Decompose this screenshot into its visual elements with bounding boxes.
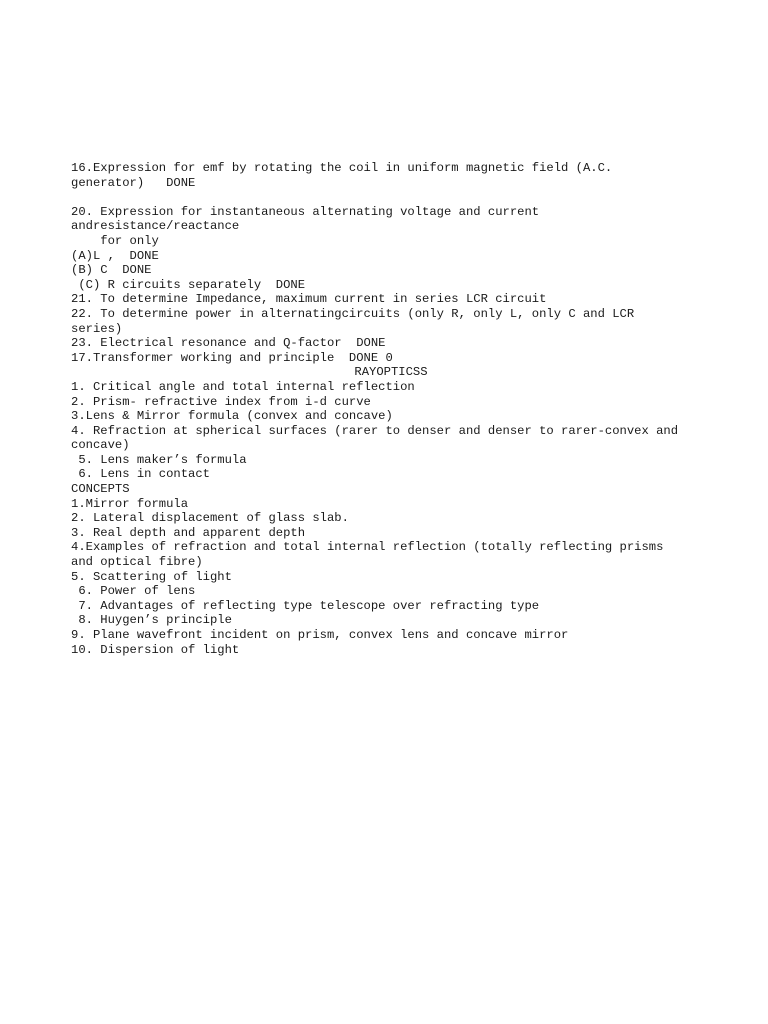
topic-17-line: 17.Transformer working and principle DONE 0 <box>71 350 393 365</box>
concepts-item-3: 3. Real depth and apparent depth <box>71 525 306 540</box>
topic-22-line-2: series) <box>71 321 123 336</box>
concepts-item-8: 8. Huygen’s principle <box>71 613 232 628</box>
concepts-item-9: 9. Plane wavefront incident on prism, convex lens and concave mirror <box>71 628 569 642</box>
topic-16-line-1: 16.Expression for emf by rotating the coil in uniform magnetic field (A.C. <box>71 161 613 175</box>
concepts-item-4-line-1: 4.Examples of refraction and total internal reflection (totally reflecting prisms <box>71 540 664 555</box>
topic-22-line-1: 22. To determine power in alternatingcircuits (only R, only L, only C and LCR <box>71 306 635 321</box>
ray-optics-item-2: 2. Prism- refractive index from i-d curve <box>71 394 371 409</box>
concepts-item-4-line-2: and optical fibre) <box>71 555 203 570</box>
concepts-item-5: 5. Scattering of light <box>71 569 232 584</box>
concepts-item-10: 10. Dispersion of light <box>71 642 240 657</box>
section-heading-concepts: CONCEPTS <box>71 482 130 497</box>
section-heading-ray-optics: RAYOPTICSS <box>354 365 428 380</box>
blank-line <box>71 190 711 205</box>
topic-20-line-2: andresistance/reactance <box>71 219 240 234</box>
topic-21-line: 21. To determine Impedance, maximum current in series LCR circuit <box>71 292 547 307</box>
concepts-item-1: 1.Mirror formula <box>71 496 189 511</box>
topic-20-item-a: (A)L , DONE <box>71 248 159 263</box>
document-body <box>71 161 711 657</box>
ray-optics-item-4-line-1: 4. Refraction at spherical surfaces (rarer to denser and denser to rarer-convex and <box>71 423 679 438</box>
ray-optics-item-5: 5. Lens maker’s formula <box>71 452 247 467</box>
ray-optics-item-6: 6. Lens in contact <box>71 467 210 482</box>
concepts-item-2: 2. Lateral displacement of glass slab. <box>71 511 349 526</box>
ray-optics-item-3: 3.Lens & Mirror formula (convex and concave) <box>71 409 393 424</box>
concepts-item-7: 7. Advantages of reflecting type telescope over refracting type <box>71 598 540 613</box>
topic-23-line: 23. Electrical resonance and Q-factor DONE <box>71 336 386 351</box>
topic-16-line-2: generator) DONE <box>71 175 196 190</box>
topic-20-line-1: 20. Expression for instantaneous alternating voltage and current <box>71 204 540 219</box>
topic-20-item-c: (C) R circuits separately DONE <box>71 277 306 292</box>
topic-20-item-b: (B) C DONE <box>71 263 152 278</box>
ray-optics-item-4-line-2: concave) <box>71 438 130 453</box>
ray-optics-item-1: 1. Critical angle and total internal reflection <box>71 379 415 394</box>
concepts-item-6: 6. Power of lens <box>71 584 196 599</box>
topic-20-line-3: for only <box>71 233 159 248</box>
